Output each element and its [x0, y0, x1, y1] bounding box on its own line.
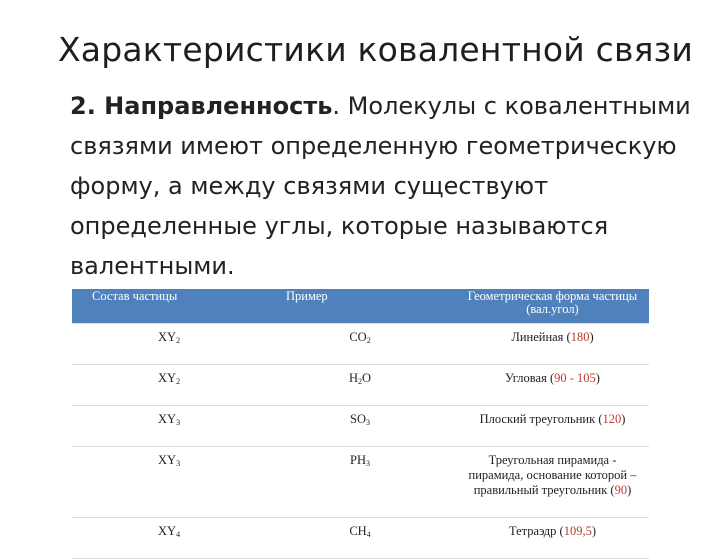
cell-composition: $XY_3$ — [72, 406, 264, 447]
cell-composition: $XY_3$ — [72, 447, 264, 518]
slide-title: Характеристики ковалентной связи — [58, 30, 694, 69]
cell-shape: Линейная (180) — [456, 324, 649, 365]
cell-composition: $XY_2$ — [72, 365, 264, 406]
angle-value: 90 — [614, 483, 628, 497]
cell-composition: $XY_4$ — [72, 518, 264, 559]
paragraph-text: . Молекулы с ковалентными связями имеют определенную геометрическую форму, а между связями существуют определенные углы, которые называются валентными. — [70, 92, 691, 280]
angle-value: 90 - 105 — [554, 371, 596, 385]
cell-example: $CO_2$ — [264, 324, 456, 365]
table-row — [72, 324, 649, 365]
table-header-row — [72, 289, 649, 324]
angle-value: 109,5 — [563, 524, 592, 538]
cell-example: $CH_4$ — [264, 518, 456, 559]
cell-example: $H_2O$ — [264, 365, 456, 406]
cell-shape: Угловая (90 - 105) — [456, 365, 649, 406]
table-row — [72, 447, 649, 518]
cell-shape: Тетраэдр (109,5) — [456, 518, 649, 559]
angle-value: 120 — [602, 412, 622, 426]
header-shape: Геометрическая форма частицы (вал.угол) — [456, 289, 649, 324]
paragraph-bold-lead: 2. Направленность — [70, 92, 333, 120]
angle-value: 180 — [570, 330, 590, 344]
slide-paragraph — [70, 86, 710, 286]
covalent-geometry-table — [72, 289, 649, 559]
header-composition: Состав частицы — [72, 289, 264, 324]
table-row — [72, 365, 649, 406]
table-row — [72, 406, 649, 447]
cell-example: $PH_3$ — [264, 447, 456, 518]
header-example: Пример — [264, 289, 456, 324]
cell-example: $SO_3$ — [264, 406, 456, 447]
cell-composition: $XY_2$ — [72, 324, 264, 365]
cell-shape: Треугольная пирамида - пирамида, основание которой – правильный треугольник (90) — [456, 447, 649, 518]
table-row — [72, 518, 649, 559]
cell-shape: Плоский треугольник (120) — [456, 406, 649, 447]
